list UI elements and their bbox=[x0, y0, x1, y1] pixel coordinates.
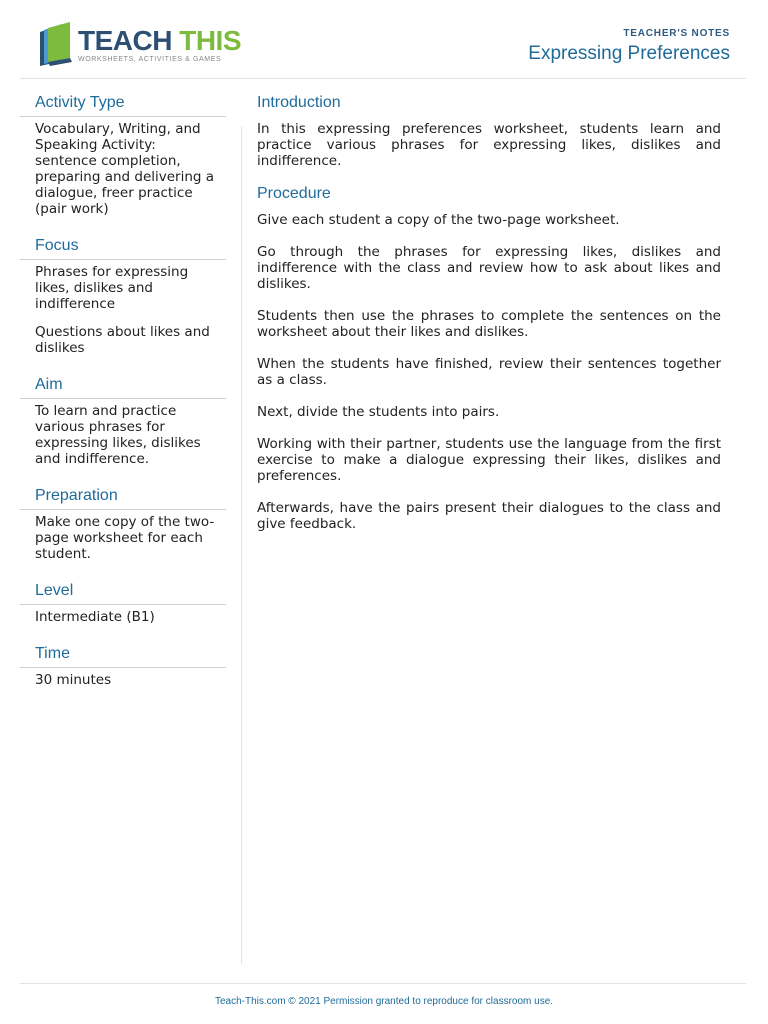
procedure-step: Go through the phrases for expressing likes, dislikes and indifference with the class and review how to ask about likes and dislikes. bbox=[257, 244, 721, 292]
time-text: 30 minutes bbox=[35, 672, 112, 688]
procedure-heading: Procedure bbox=[257, 185, 331, 202]
logo-teach: TEACH bbox=[78, 25, 172, 56]
activity-type-text: Vocabulary, Writing, and Speaking Activity: sentence completion, preparing and delivering a dialogue, freer practice (pair work) bbox=[35, 121, 215, 217]
procedure-step: Students then use the phrases to complete the sentences on the worksheet about their likes and dislikes. bbox=[257, 308, 721, 340]
procedure-step: Next, divide the students into pairs. bbox=[257, 404, 500, 420]
time-heading: Time bbox=[20, 645, 226, 668]
activity-type-section bbox=[20, 94, 226, 217]
preparation-heading: Preparation bbox=[20, 487, 226, 510]
level-text: Intermediate (B1) bbox=[35, 609, 155, 625]
procedure-step: When the students have finished, review their sentences together as a class. bbox=[257, 356, 721, 388]
sidebar bbox=[20, 94, 226, 708]
procedure-step: Afterwards, have the pairs present their dialogues to the class and give feedback. bbox=[257, 500, 721, 532]
footer-divider bbox=[20, 983, 746, 984]
focus-heading: Focus bbox=[20, 237, 226, 260]
focus-section bbox=[20, 237, 226, 356]
time-section bbox=[20, 645, 226, 688]
aim-section bbox=[20, 376, 226, 467]
teachers-notes-label: TEACHER'S NOTES bbox=[623, 28, 730, 39]
preparation-text: Make one copy of the two-page worksheet for each student. bbox=[35, 514, 215, 562]
aim-text: To learn and practice various phrases for expressing likes, dislikes and indifference. bbox=[35, 403, 201, 467]
focus-item: Phrases for expressing likes, dislikes and indifference bbox=[35, 264, 189, 312]
header-divider bbox=[20, 78, 746, 79]
logo-this: THIS bbox=[179, 25, 242, 56]
logo-wordmark bbox=[78, 26, 241, 56]
column-divider bbox=[241, 126, 242, 964]
logo-tagline: WORKSHEETS, ACTIVITIES & GAMES bbox=[78, 56, 222, 63]
preparation-section bbox=[20, 487, 226, 562]
introduction-text: In this expressing preferences worksheet, students learn and practice various phrases for expressing likes, dislikes and indifference. bbox=[257, 121, 721, 169]
page-header bbox=[0, 0, 768, 80]
level-section bbox=[20, 582, 226, 625]
document-title: Expressing Preferences bbox=[528, 43, 730, 64]
book-logo-icon bbox=[36, 22, 76, 68]
introduction-heading: Introduction bbox=[257, 94, 341, 111]
teach-this-logo[interactable] bbox=[36, 22, 242, 70]
footer-copyright: Teach-This.com © 2021 Permission granted to reproduce for classroom use. bbox=[214, 996, 554, 1007]
aim-heading: Aim bbox=[20, 376, 226, 399]
focus-item: Questions about likes and dislikes bbox=[35, 324, 210, 356]
main-content bbox=[257, 94, 721, 548]
activity-type-heading: Activity Type bbox=[20, 94, 226, 117]
procedure-step: Working with their partner, students use the language from the first exercise to make a dialogue expressing their likes, dislikes and preferences. bbox=[257, 436, 721, 484]
procedure-step: Give each student a copy of the two-page worksheet. bbox=[257, 212, 620, 228]
level-heading: Level bbox=[20, 582, 226, 605]
